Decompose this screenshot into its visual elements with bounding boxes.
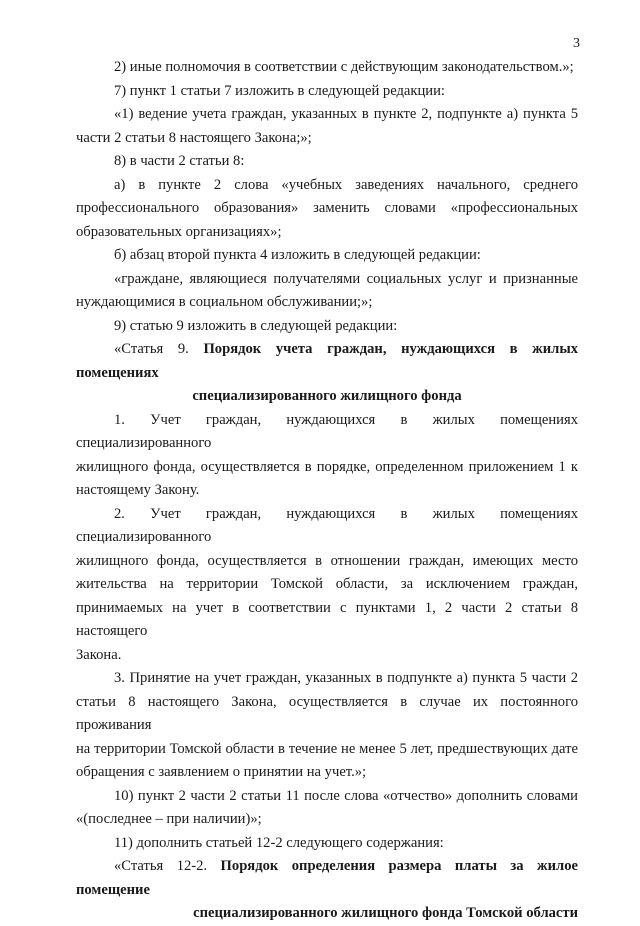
article-9-point-2-line-4: принимаемых на учет в соответствии с пунктами 1, 2 части 2 статьи 8 настоящего [76,599,578,639]
article-9-point-1-line-3: настоящему Закону. [76,482,200,498]
article-12-2-title: Порядок определения размера платы за жилое помещение [76,858,578,898]
paragraph-subitem-a-line-3: образовательных организациях»; [76,223,282,240]
article-9-point-3-line-3: на территории Томской области в течение не менее 5 лет, предшествующих дате [76,740,578,757]
paragraph-subitem-a-line-2: профессионального образования» заменить словами «профессиональных [76,200,578,216]
article-12-2-heading-line-2: специализированного жилищного фонда Томской области [193,905,578,921]
document-body [76,56,578,926]
paragraph-amend-article-8: 8) в части 2 статьи 8: [114,153,245,169]
paragraph-amend-article-11-line-1: 10) пункт 2 части 2 статьи 11 после слова «отчество» дополнить словами [114,787,578,804]
article-9-label: «Статья 9. [114,341,204,357]
paragraph-quote-line-2: части 2 статьи 8 настоящего Закона;»; [76,129,312,146]
paragraph-amend-article-11-line-2: «(последнее – при наличии)»; [76,811,262,827]
paragraph-quote-recipients-line-1: «граждане, являющиеся получателями социальных услуг и признанные [114,270,578,287]
article-9-heading-line-1 [76,338,578,385]
article-9-point-2-line-5: Закона. [76,646,122,663]
paragraph-quote-line-1: «1) ведение учета граждан, указанных в пункте 2, подпункте а) пункта 5 [114,106,578,122]
article-9-point-3-line-1: 3. Принятие на учет граждан, указанных в подпункте а) пункта 5 части 2 [114,670,578,686]
article-9-point-3-line-2: статьи 8 настоящего Закона, осуществляется в случае их постоянного проживания [76,693,578,733]
article-12-2-heading [76,855,578,926]
article-9-heading [76,338,578,409]
article-9-point-1-line-1: 1. Учет граждан, нуждающихся в жилых помещениях специализированного [76,411,578,451]
paragraph-amend-article-9: 9) статью 9 изложить в следующей редакции: [114,317,398,334]
article-9-point-2-line-1: 2. Учет граждан, нуждающихся в жилых помещениях специализированного [76,505,578,545]
page-number: 3 [573,36,580,51]
article-12-2-heading-line-1 [76,855,578,902]
paragraph-subitem-a-line-1: а) в пункте 2 слова «учебных заведениях начального, среднего [114,176,578,193]
article-12-2-label: «Статья 12-2. [114,858,221,874]
paragraph-amend-article-7: 7) пункт 1 статьи 7 изложить в следующей редакции: [114,82,445,99]
paragraph-quote-recipients-line-2: нуждающимися в социальном обслуживании;»; [76,294,373,310]
article-9-point-2-line-2: жилищного фонда, осуществляется в отношении граждан, имеющих место [76,552,578,569]
paragraph-add-article-12-2: 11) дополнить статьей 12-2 следующего содержания: [114,834,444,851]
paragraph-subitem-b: б) абзац второй пункта 4 изложить в следующей редакции: [114,247,481,263]
paragraph-item-2-powers: 2) иные полномочия в соответствии с действующим законодательством.»; [114,59,574,75]
article-9-point-2-line-3: жительства на территории Томской области, за исключением граждан, [76,576,578,592]
article-9-title: Порядок учета граждан, нуждающихся в жилых помещениях [76,341,579,381]
article-9-heading-line-2: специализированного жилищного фонда [192,388,462,404]
article-9-point-3-line-4: обращения с заявлением о принятии на учет.»; [76,764,367,780]
article-9-point-1-line-2: жилищного фонда, осуществляется в порядке, определенном приложением 1 к [76,458,578,475]
